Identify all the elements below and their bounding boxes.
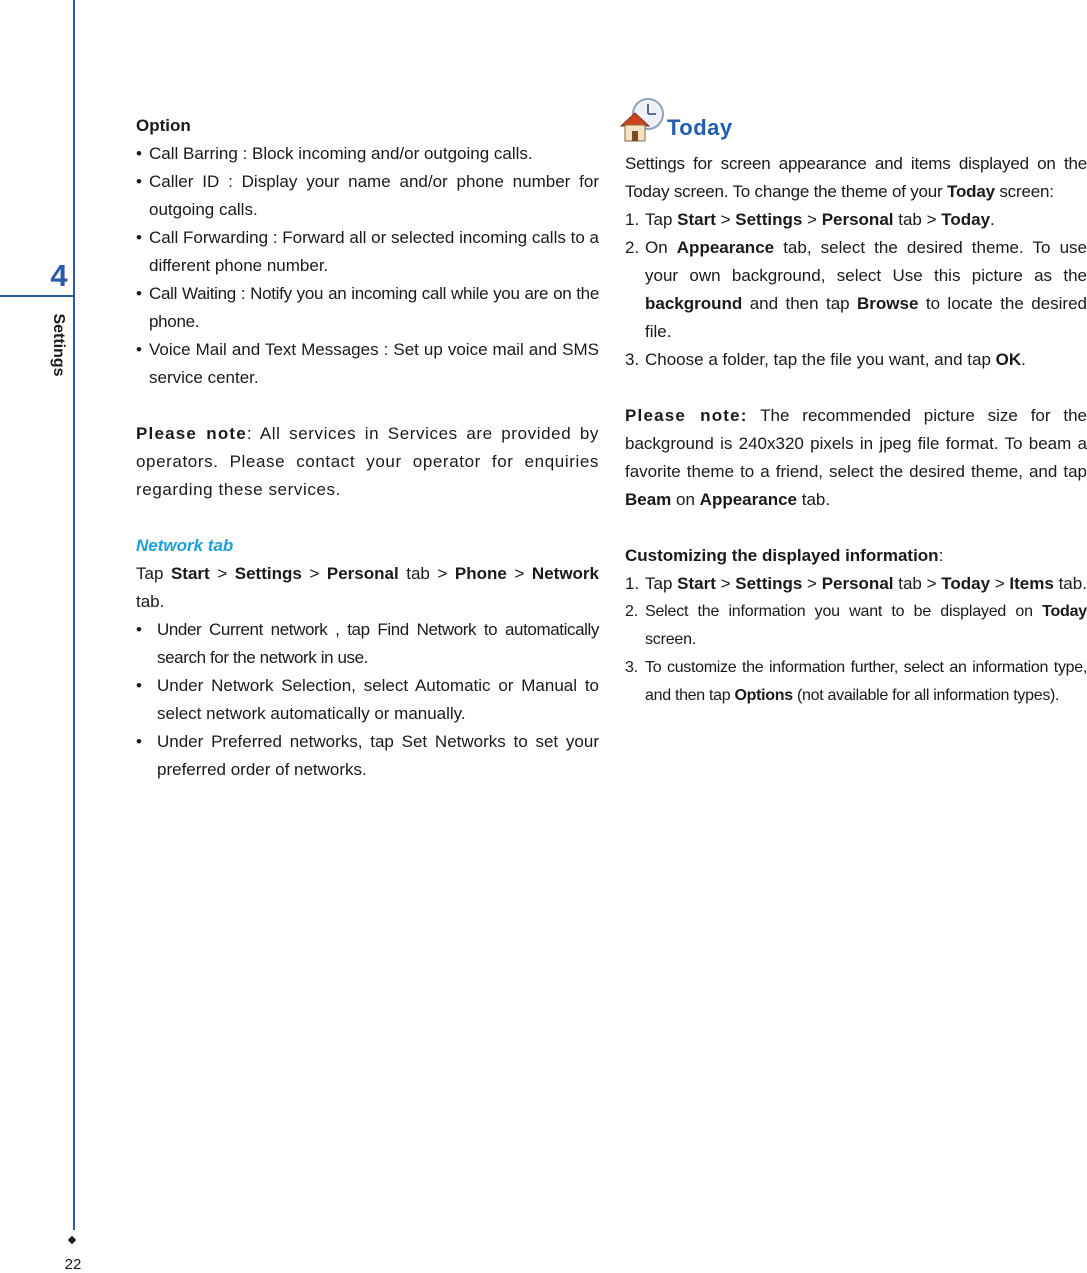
chapter-label-text: Settings (50, 313, 67, 377)
option-item: • Call Forwarding : Forward all or selected incoming calls to a different phone number. (136, 224, 599, 280)
chapter-tab-rule (0, 295, 75, 297)
network-item: • Under Preferred networks, tap Set Networks to set your preferred order of networks. (136, 728, 599, 784)
option-heading: Option (136, 116, 191, 135)
network-tab-heading: Network tab (136, 536, 234, 555)
today-please-note: Please note: The recommended picture size for the background is 240x320 pixels in jpeg file format. To beam a favorite theme to a friend, select the desired theme, and tap Beam on Appearance tab. (625, 406, 1087, 509)
customizing-heading: Customizing the displayed information: (625, 546, 944, 565)
today-step-1: 1. Tap Start > Settings > Personal tab > Today. (625, 210, 995, 229)
option-item: • Call Barring : Block incoming and/or outgoing calls. (136, 140, 599, 168)
today-step-2: 2. On Appearance tab, select the desired theme. To use your own background, select Use this picture as the background and then tap Browse to locate the desired file. (625, 238, 1087, 341)
today-section-header (625, 94, 1087, 150)
chapter-label (48, 305, 68, 385)
margin-rule (73, 0, 75, 1230)
today-home-clock-icon (617, 96, 667, 146)
today-title: Today (667, 115, 733, 140)
custom-step-1: 1. Tap Start > Settings > Personal tab > Today > Items tab. (625, 574, 1087, 593)
custom-step-3: 3. To customize the information further, select an information type, and then tap Options (not available for all information types). (625, 659, 1087, 704)
today-step-3: 3. Choose a folder, tap the file you want, and tap OK. (625, 350, 1026, 369)
today-intro: Settings for screen appearance and items displayed on the Today screen. To change the theme of your Today screen: (625, 154, 1087, 201)
option-item: • Voice Mail and Text Messages : Set up voice mail and SMS service center. (136, 336, 599, 392)
option-item: • Caller ID : Display your name and/or phone number for outgoing calls. (136, 168, 599, 224)
please-note: Please note: All services in Services are provided by operators. Please contact your operator for enquiries regarding these services. (136, 424, 599, 499)
option-item: • Call Waiting : Notify you an incoming call while you are on the phone. (136, 280, 599, 336)
network-item: • Under Network Selection, select Automatic or Manual to select network automatically or manually. (136, 672, 599, 728)
network-path: Tap Start > Settings > Personal tab > Phone > Network tab. (136, 564, 599, 611)
right-column (625, 94, 1087, 710)
page-number: 22 (64, 1256, 82, 1273)
custom-step-2: 2. Select the information you want to be displayed on Today screen. (625, 603, 1087, 648)
page-marker-icon (68, 1236, 76, 1244)
chapter-number: 4 (50, 258, 68, 293)
left-column (136, 112, 599, 784)
network-item: • Under Current network , tap Find Network to automatically search for the network in use. (136, 616, 599, 672)
